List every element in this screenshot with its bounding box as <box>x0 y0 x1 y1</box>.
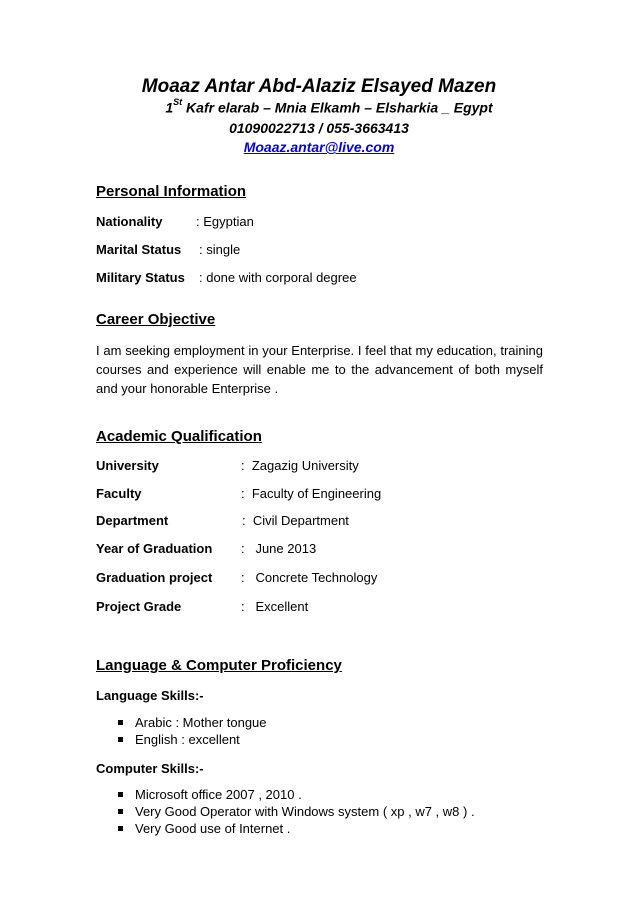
marital-status-value: : single <box>199 242 241 257</box>
computer-skill: Very Good use of Internet . <box>135 821 291 836</box>
department-label: Department <box>96 513 169 528</box>
faculty-label: Faculty <box>96 486 142 501</box>
list-item <box>118 804 475 819</box>
graduation-year-label: Year of Graduation <box>96 541 213 556</box>
computer-skill: Very Good Operator with Windows system ( xp , w7 , w8 ) . <box>135 804 475 819</box>
address-number: 1 <box>165 99 174 116</box>
graduation-year-value: : June 2013 <box>241 541 317 556</box>
bullet-square-icon <box>118 737 123 742</box>
nationality-value: : Egyptian <box>196 214 254 229</box>
list-item <box>118 787 302 802</box>
proficiency-heading: Language & Computer Proficiency <box>96 657 342 674</box>
bullet-square-icon <box>118 720 123 725</box>
career-objective-text: I am seeking employment in your Enterprise. I feel that my education, training courses and experience will enable me to the advancement of both myself and your honorable Enterprise . <box>96 343 543 396</box>
nationality-label: Nationality <box>96 214 163 229</box>
list-item <box>118 732 240 747</box>
department-value: : Civil Department <box>242 513 349 528</box>
military-status-label: Military Status <box>96 270 185 285</box>
bullet-square-icon <box>118 792 123 797</box>
candidate-name: Moaaz Antar Abd-Alaziz Elsayed Mazen <box>141 76 497 97</box>
email-link[interactable]: Moaaz.antar@live.com <box>243 139 395 155</box>
list-item <box>118 821 290 836</box>
career-objective-heading: Career Objective <box>96 311 216 328</box>
graduation-project-label: Graduation project <box>96 570 213 585</box>
marital-status-label: Marital Status <box>96 242 182 257</box>
bullet-square-icon <box>118 826 123 831</box>
personal-info-heading: Personal Information <box>96 183 247 200</box>
university-value: : Zagazig University <box>241 458 359 473</box>
phone-numbers: 01090022713 / 055-3663413 <box>229 120 409 136</box>
academic-heading: Academic Qualification <box>96 428 262 445</box>
university-label: University <box>96 458 159 473</box>
list-item <box>118 715 267 730</box>
faculty-value: : Faculty of Engineering <box>241 486 382 501</box>
military-status-value: : done with corporal degree <box>199 270 357 285</box>
address <box>10 99 638 116</box>
address-ordinal: St <box>173 97 183 107</box>
graduation-project-value: : Concrete Technology <box>241 570 378 585</box>
computer-skill: Microsoft office 2007 , 2010 . <box>135 787 302 802</box>
computer-skills-heading: Computer Skills:- <box>96 761 204 776</box>
address-text: Kafr elarab – Mnia Elkamh – Elsharkia _ Egypt <box>182 99 493 116</box>
language-skill: English : excellent <box>135 732 240 747</box>
project-grade-value: : Excellent <box>241 599 309 614</box>
language-skills-heading: Language Skills:- <box>96 688 204 703</box>
project-grade-label: Project Grade <box>96 599 182 614</box>
language-skill: Arabic : Mother tongue <box>135 715 267 730</box>
bullet-square-icon <box>118 809 123 814</box>
